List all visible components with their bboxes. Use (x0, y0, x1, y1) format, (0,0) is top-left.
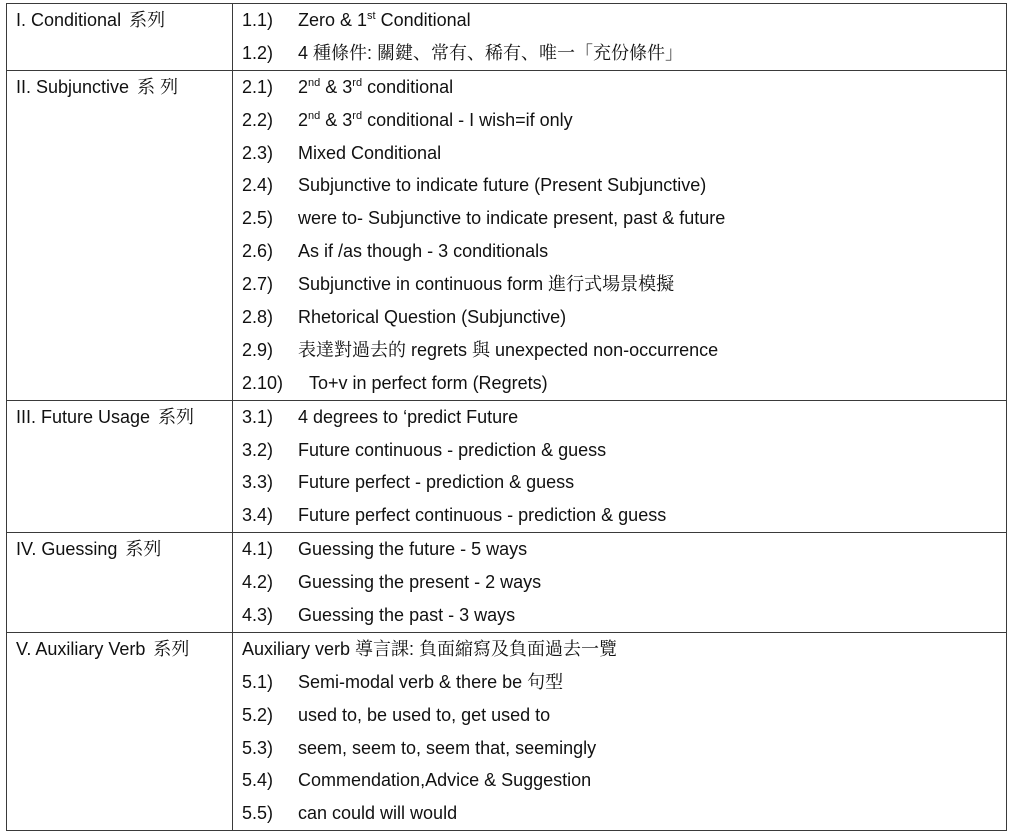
item-number: 3.1) (242, 406, 274, 427)
item-text-part: Semi-modal verb & there be 句型 (298, 671, 564, 692)
item-text-part: seem, seem to, seem that, seemingly (298, 737, 597, 758)
list-item (233, 137, 1006, 170)
section-title-cell (7, 533, 233, 633)
section-title-cjk: 系 列 (137, 76, 179, 97)
section-title-text: V. Auxiliary Verb (16, 638, 146, 659)
section-title-cjk: 系列 (129, 10, 166, 30)
ordinal-suffix: rd (352, 109, 363, 122)
item-number: 2.5) (242, 208, 274, 229)
item-text-part: 表達對過去的 regrets 與 unexpected non-occurrence (298, 339, 719, 360)
list-item (233, 4, 1006, 37)
item-number: 2.9) (242, 339, 274, 360)
item-number: 2.3) (242, 142, 274, 163)
item-number: 5.1) (242, 671, 274, 692)
item-text (298, 440, 606, 460)
item-text (298, 803, 457, 823)
item-text (298, 10, 471, 30)
item-text (298, 110, 573, 130)
item-text (298, 208, 725, 228)
section-title-cell (7, 4, 233, 71)
section-title (7, 401, 232, 429)
list-item (233, 401, 1006, 434)
section-title (7, 633, 232, 661)
section-title-cell (7, 70, 233, 400)
item-text-part: Mixed Conditional (298, 142, 442, 163)
list-item (233, 466, 1006, 499)
section-title-cjk: 系列 (125, 539, 162, 560)
list-item (233, 268, 1006, 301)
item-text-part: can could will would (298, 803, 458, 824)
item-text-part: were to- Subjunctive to indicate present, past & future (298, 208, 726, 229)
item-number: 2.7) (242, 274, 274, 295)
list-item (233, 499, 1006, 532)
item-text-part: Guessing the present - 2 ways (298, 572, 542, 593)
section-row (7, 400, 1007, 533)
list-item (233, 533, 1006, 566)
item-text-part: conditional (362, 76, 454, 97)
item-text (298, 77, 453, 97)
item-text (298, 43, 683, 63)
item-number: 2.4) (242, 175, 274, 196)
item-text-part: Subjunctive in continuous form 進行式場景模擬 (298, 274, 675, 295)
item-text-part: As if /as though - 3 conditionals (298, 241, 549, 262)
list-item (233, 367, 1006, 400)
section-title-text: III. Future Usage (16, 406, 151, 427)
list-item (233, 71, 1006, 104)
section-title (7, 4, 232, 32)
item-text-part: Future perfect - prediction & guess (298, 472, 575, 493)
item-text-part: Guessing the past - 3 ways (298, 605, 516, 626)
item-text (298, 241, 548, 261)
section-items-cell (233, 4, 1007, 71)
section-items-cell (233, 400, 1007, 533)
list-item (233, 104, 1006, 137)
item-text-part: & 3 (320, 76, 353, 97)
item-text-part: To+v in perfect form (Regrets) (309, 372, 548, 393)
item-text-part: Zero & 1 (298, 10, 368, 30)
item-text (298, 175, 706, 195)
item-text (309, 373, 548, 393)
section-title-text: IV. Guessing (16, 539, 118, 560)
item-number: 4.2) (242, 572, 274, 593)
ordinal-suffix: nd (308, 109, 321, 122)
item-text (298, 770, 591, 790)
section-items-cell (233, 632, 1007, 830)
item-text-part: 4 種條件: 關鍵、常有、稀有、唯一「充份條件」 (298, 42, 684, 63)
section-row (7, 533, 1007, 633)
list-item (233, 334, 1006, 367)
item-number: 2.2) (242, 109, 274, 130)
item-number: 5.2) (242, 704, 274, 725)
item-text (298, 505, 666, 525)
section-row (7, 632, 1007, 830)
section-intro: Auxiliary verb 導言課: 負面縮寫及負面過去一覽 (242, 638, 618, 659)
item-text (298, 539, 527, 559)
list-item (233, 235, 1006, 268)
item-text (298, 672, 563, 692)
item-text (298, 705, 550, 725)
item-text-part: Future perfect continuous - prediction & guess (298, 505, 667, 526)
item-text-part: Future continuous - prediction & guess (298, 439, 607, 460)
item-text (298, 407, 518, 427)
item-number: 1.1) (242, 10, 274, 30)
ordinal-suffix: nd (308, 76, 321, 89)
item-text-part: & 3 (320, 109, 353, 130)
item-text (298, 307, 566, 327)
item-text-part: Subjunctive to indicate future (Present Subjunctive) (298, 175, 707, 196)
item-text-part: conditional - I wish=if only (362, 109, 573, 130)
item-text (298, 340, 718, 360)
item-number: 5.3) (242, 737, 274, 758)
list-item (233, 732, 1006, 765)
ordinal-suffix: st (367, 10, 376, 22)
item-text (298, 572, 541, 592)
list-item (233, 666, 1006, 699)
list-item (233, 169, 1006, 202)
item-text-part: Commendation,Advice & Suggestion (298, 770, 592, 791)
item-number: 3.3) (242, 472, 274, 493)
list-item (233, 566, 1006, 599)
list-item (233, 599, 1006, 632)
item-text-part: 2 (298, 109, 309, 130)
list-item (233, 202, 1006, 235)
syllabus-table (6, 3, 1007, 831)
list-item (233, 301, 1006, 334)
item-number: 1.2) (242, 42, 274, 63)
section-title (7, 71, 232, 99)
section-row (7, 70, 1007, 400)
item-text-part: Guessing the future - 5 ways (298, 539, 528, 560)
item-text (298, 605, 515, 625)
item-number: 5.4) (242, 770, 274, 791)
section-items-cell (233, 533, 1007, 633)
item-text-part: 4 degrees to ‘predict Future (298, 406, 519, 427)
item-text-part: used to, be used to, get used to (298, 704, 551, 725)
item-number: 3.2) (242, 439, 274, 460)
item-number: 2.10) (242, 372, 284, 393)
section-title-text: II. Subjunctive (16, 76, 130, 97)
item-number: 2.8) (242, 307, 274, 328)
item-number: 4.1) (242, 539, 274, 560)
section-title-cjk: 系列 (153, 638, 190, 659)
item-text (298, 143, 441, 163)
syllabus-body (7, 4, 1007, 831)
list-item (233, 699, 1006, 732)
section-title-text: I. Conditional (16, 10, 122, 30)
section-title-cell (7, 632, 233, 830)
item-text (298, 274, 674, 294)
section-title-cell (7, 400, 233, 533)
item-number: 2.6) (242, 241, 274, 262)
section-row (7, 4, 1007, 71)
list-item (233, 764, 1006, 797)
list-item (233, 797, 1006, 830)
item-number: 2.1) (242, 76, 274, 97)
item-text-part: Conditional (375, 10, 471, 30)
section-title-cjk: 系列 (158, 406, 195, 427)
item-number: 3.4) (242, 505, 274, 526)
list-item (233, 434, 1006, 467)
section-items-cell (233, 70, 1007, 400)
item-number: 4.3) (242, 605, 274, 626)
item-text (298, 738, 596, 758)
item-text (298, 472, 574, 492)
item-number: 5.5) (242, 803, 274, 824)
item-text-part: 2 (298, 76, 309, 97)
item-text-part: Rhetorical Question (Subjunctive) (298, 307, 567, 328)
list-item (233, 37, 1006, 70)
section-title (7, 533, 232, 561)
ordinal-suffix: rd (352, 76, 363, 89)
